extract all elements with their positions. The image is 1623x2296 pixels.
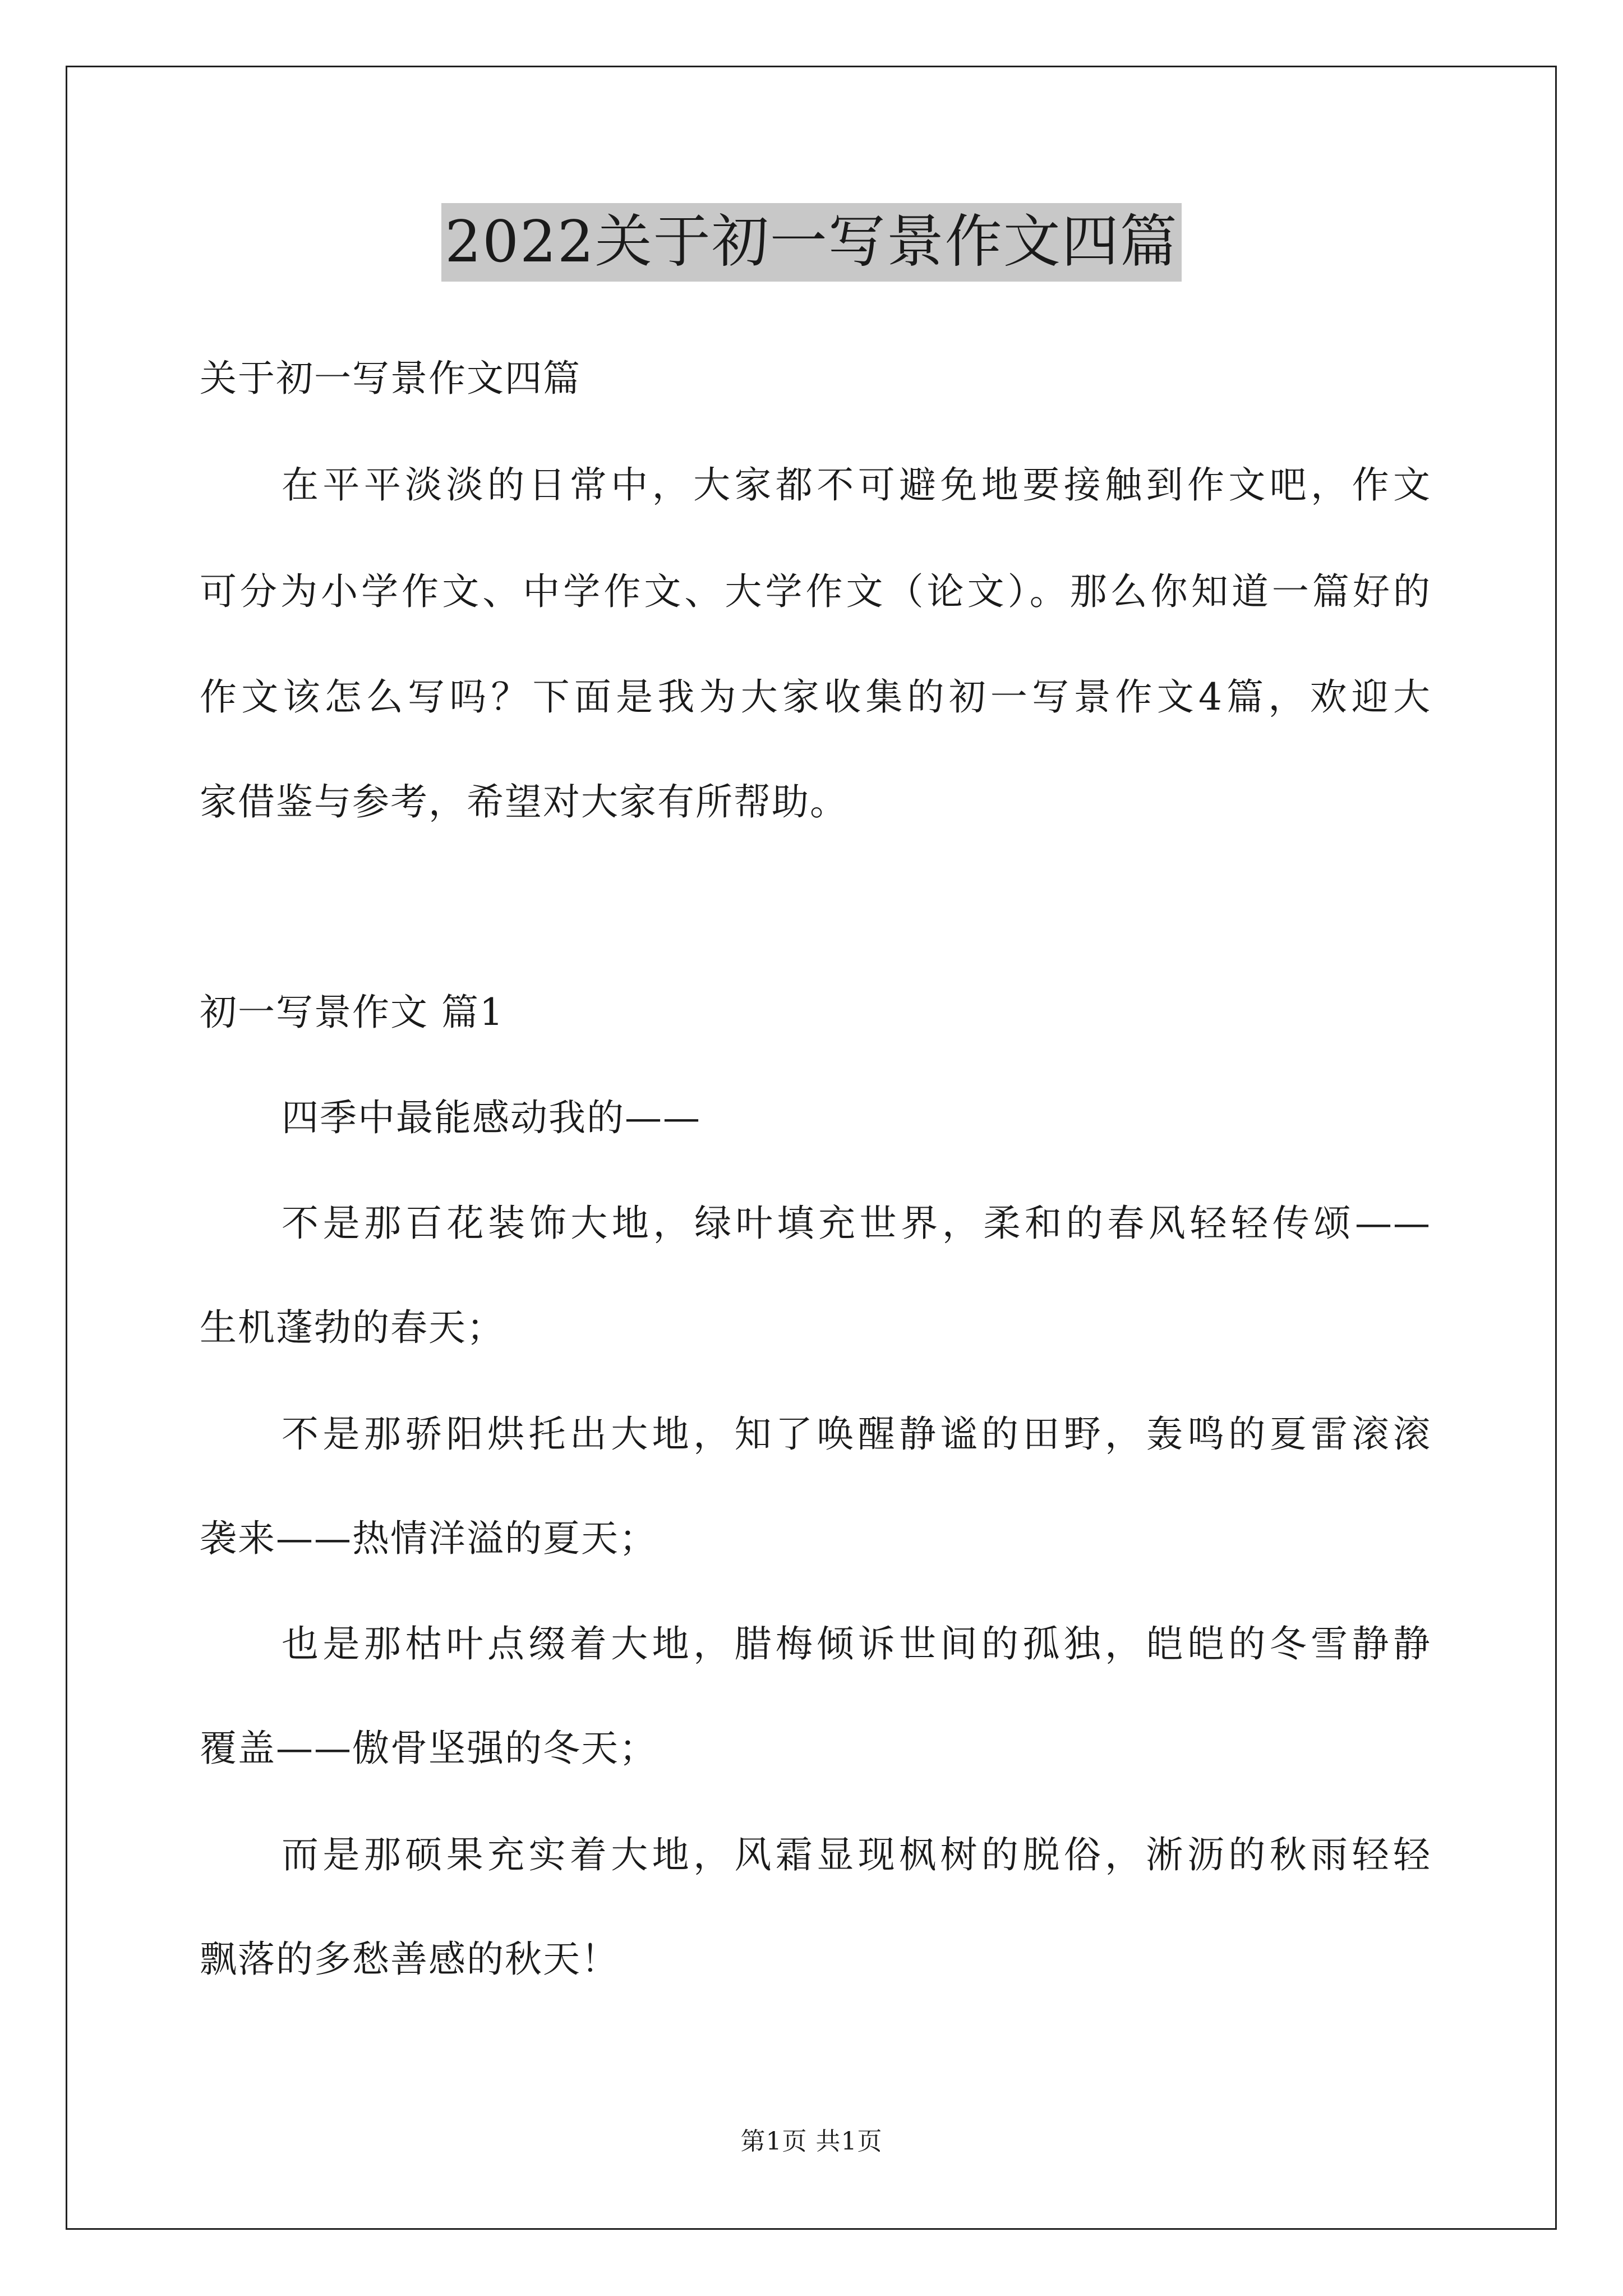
intro-line: 作文该怎么写吗？下面是我为大家收集的初一写景作文4篇，欢迎大 bbox=[200, 675, 1431, 719]
body-line: 不是那百花装饰大地，绿叶填充世界，柔和的春风轻轻传颂—— bbox=[282, 1202, 1431, 1245]
body-line: 也是那枯叶点缀着大地，腊梅倾诉世间的孤独，皑皑的冬雪静静 bbox=[282, 1622, 1431, 1665]
intro-line: 在平平淡淡的日常中，大家都不可避免地要接触到作文吧，作文 bbox=[282, 463, 1431, 507]
body-line: 四季中最能感动我的—— bbox=[282, 1096, 701, 1139]
section-heading: 初一写景作文 篇1 bbox=[200, 991, 504, 1034]
page-footer: 第1页 共1页 bbox=[740, 2127, 883, 2156]
intro-line: 可分为小学作文、中学作文、大学作文（论文）。那么你知道一篇好的 bbox=[200, 570, 1431, 613]
body-line: 袭来——热情洋溢的夏天； bbox=[200, 1517, 657, 1560]
intro-line: 家借鉴与参考，希望对大家有所帮助。 bbox=[200, 780, 848, 823]
document-title: 2022关于初一写景作文四篇 bbox=[441, 203, 1182, 282]
body-line: 而是那硕果充实着大地，风霜显现枫树的脱俗，淅沥的秋雨轻轻 bbox=[282, 1833, 1431, 1876]
title-container bbox=[0, 203, 1623, 282]
body-line: 覆盖——傲骨坚强的冬天； bbox=[200, 1727, 657, 1770]
document-subtitle: 关于初一写景作文四篇 bbox=[200, 357, 581, 400]
body-line: 不是那骄阳烘托出大地，知了唤醒静谧的田野，轰鸣的夏雷滚滚 bbox=[282, 1412, 1431, 1456]
body-line: 生机蓬勃的春天； bbox=[200, 1306, 505, 1349]
body-line: 飘落的多愁善感的秋天！ bbox=[200, 1938, 619, 1981]
